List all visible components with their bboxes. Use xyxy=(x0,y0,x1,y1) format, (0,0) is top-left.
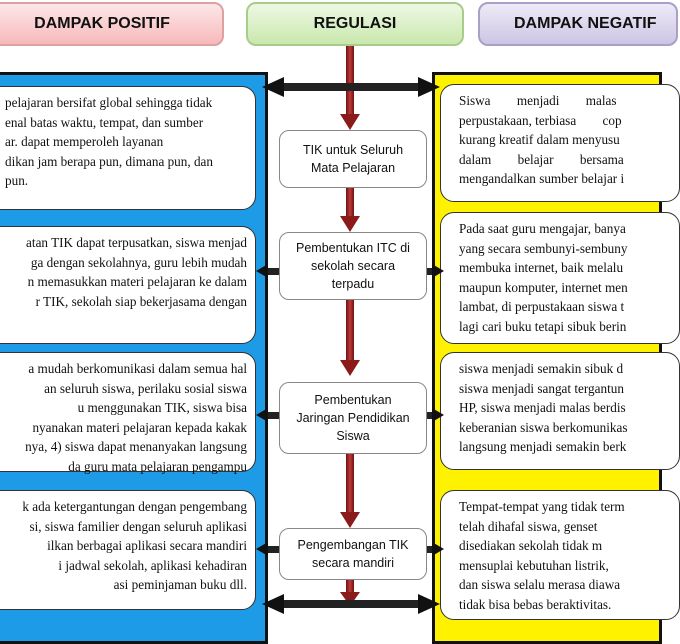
header-positive-label: DAMPAK POSITIF xyxy=(34,15,170,32)
red-arrow-head-4 xyxy=(340,512,360,528)
connector-right-arrow-3 xyxy=(432,408,444,422)
positive-impact-text-4: k ada ketergantungan dengan pengembang si, siswa familier dengan seluruh aplikasi ilkan berbagai aplikasi secara mandiri i jadwal sekolah, aplikasi kehadiran asi peminjaman buku dll. xyxy=(22,499,247,592)
red-arrow-head-3 xyxy=(340,360,360,376)
top-double-arrow-right-head xyxy=(418,77,440,97)
connector-right-arrow-2 xyxy=(432,264,444,278)
regulation-step-4 xyxy=(279,528,427,580)
bottom-double-arrow-right-head xyxy=(418,594,440,614)
red-arrow-shaft-2 xyxy=(346,188,354,218)
regulation-step-2 xyxy=(279,232,427,300)
bottom-double-arrow-left-head xyxy=(262,594,284,614)
top-double-arrow-shaft xyxy=(282,83,420,91)
negative-impact-text-3: siswa menjadi semakin sibuk d siswa menjadi sangat tergantun HP, siswa menjadi malas berdis keberanian siswa berkomunikas langsung menjadi semakin berk xyxy=(459,361,628,454)
red-arrow-head-1 xyxy=(340,114,360,130)
red-arrow-shaft-5 xyxy=(346,580,354,594)
regulation-step-1 xyxy=(279,130,427,188)
connector-right-arrow-4 xyxy=(432,542,444,556)
regulation-step-1-label: TIK untuk Seluruh Mata Pelajaran xyxy=(302,143,404,175)
red-arrow-shaft-4 xyxy=(346,454,354,514)
regulation-step-4-label: Pengembangan TIK secara mandiri xyxy=(297,538,409,570)
positive-impact-text-1: pelajaran bersifat global sehingga tidak enal batas waktu, tempat, dan sumber ar. dapat memperoleh layanan dikan jam berapa pun, dimana pun, dan pun. xyxy=(5,95,214,188)
header-negative-label: DAMPAK NEGATIF xyxy=(514,15,657,32)
negative-impact-text-1: Siswa menjadi malas perpustakaan, terbiasa cop kurang kreatif dalam menyusu dalam belajar bersama mengandalkan sumber belajar i xyxy=(459,93,625,186)
negative-impact-text-4: Tempat-tempat yang tidak term telah dihafal siswa, genset disediakan sekolah tidak m mensuplai kebutuhan listrik, dan siswa selalu merasa diawa tidak bisa bebas beraktivitas. xyxy=(459,499,625,612)
connector-left-arrow-4 xyxy=(256,542,268,556)
red-arrow-head-2 xyxy=(340,216,360,232)
positive-impact-text-3: a mudah berkomunikasi dalam semua hal an seluruh siswa, perilaku sosial siswa u menggunakan TIK, siswa bisa nyanakan materi pelajaran kepada kakak nya, 4) siswa dapat menanyakan langsung da guru mata pelajaran pengampu xyxy=(25,361,247,474)
regulation-step-3-label: Pembentukan Jaringan Pendidikan Siswa xyxy=(296,393,410,443)
regulation-step-2-label: Pembentukan ITC di sekolah secara terpadu xyxy=(296,241,410,291)
red-arrow-shaft-3 xyxy=(346,300,354,362)
positive-impact-text-2: atan TIK dapat terpusatkan, siswa menjad ga dengan sekolahnya, guru lebih mudah n memasukkan materi pelajaran ke dalam r TIK, sekolah siap bekerjasama dengan xyxy=(26,235,247,309)
negative-impact-text-2: Pada saat guru mengajar, banya yang secara sembunyi-sembuny membuka internet, baik melalu maupun komputer, internet men lambat, di perpustakaan siswa t lagi cari buku tetapi sibuk berin xyxy=(459,221,628,334)
top-double-arrow-left-head xyxy=(262,77,284,97)
red-arrow-shaft-1 xyxy=(346,46,354,116)
regulation-step-3 xyxy=(279,382,427,454)
header-regulation-label: REGULASI xyxy=(313,15,397,32)
connector-left-arrow-2 xyxy=(256,264,268,278)
bottom-double-arrow-shaft xyxy=(282,600,420,608)
connector-left-arrow-3 xyxy=(256,408,268,422)
